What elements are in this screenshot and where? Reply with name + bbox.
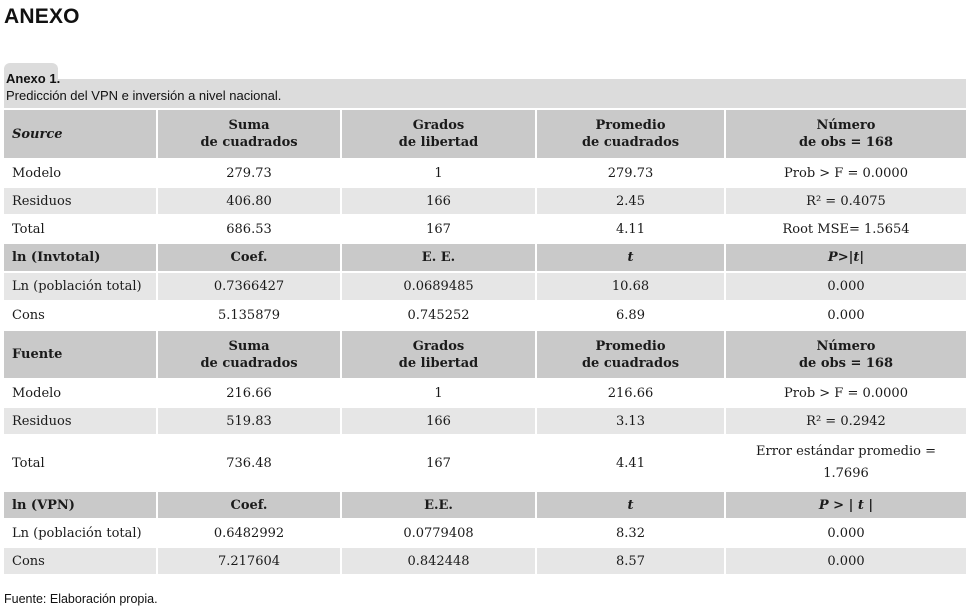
table-row <box>4 407 966 435</box>
table-cell: R² = 0.4075 <box>725 187 966 215</box>
header-cell: E. E. <box>341 243 536 272</box>
row-label: Total <box>4 215 157 243</box>
table-cell: 166 <box>341 187 536 215</box>
table-cell: 0.000 <box>725 272 966 301</box>
table-caption-subtitle: Predicción del VPN e inversión a nivel nacional. <box>6 88 282 103</box>
table-cell: 0.745252 <box>341 301 536 330</box>
row-label: Modelo <box>4 379 157 407</box>
row-label: Ln (población total) <box>4 272 157 301</box>
table-cell: 0.842448 <box>341 547 536 575</box>
table-row <box>4 301 966 330</box>
header-cell: Fuente <box>4 330 157 379</box>
header-cell: Número de obs = 168 <box>725 330 966 379</box>
table-cell: 279.73 <box>536 159 725 187</box>
table-cell: 8.57 <box>536 547 725 575</box>
header-cell: Suma de cuadrados <box>157 330 341 379</box>
coef2-header-row <box>4 491 966 519</box>
header-cell: Grados de libertad <box>341 330 536 379</box>
table-row <box>4 379 966 407</box>
table-cell: 166 <box>341 407 536 435</box>
table-cell: R² = 0.2942 <box>725 407 966 435</box>
table-cell: 1 <box>341 159 536 187</box>
table-cell: 167 <box>341 435 536 491</box>
table-row <box>4 159 966 187</box>
table-cell: 0.000 <box>725 519 966 547</box>
table-cell: Error estándar promedio = 1.7696 <box>725 435 966 491</box>
header-cell: Suma de cuadrados <box>157 110 341 159</box>
table-cell: 10.68 <box>536 272 725 301</box>
table-row <box>4 435 966 491</box>
table-cell: 2.45 <box>536 187 725 215</box>
header-cell: Source <box>4 110 157 159</box>
table-cell: 0.0689485 <box>341 272 536 301</box>
header-cell: Número de obs = 168 <box>725 110 966 159</box>
header-cell: P>|t| <box>725 243 966 272</box>
table-cell: 7.217604 <box>157 547 341 575</box>
table-caption-title: Anexo 1. <box>6 71 61 86</box>
table-cell: 5.135879 <box>157 301 341 330</box>
row-label: Ln (población total) <box>4 519 157 547</box>
table-cell: 216.66 <box>157 379 341 407</box>
table-cell: 4.11 <box>536 215 725 243</box>
row-label: Modelo <box>4 159 157 187</box>
anova1-header-row <box>4 110 966 159</box>
table-cell: 1 <box>341 379 536 407</box>
header-cell: Promedio de cuadrados <box>536 330 725 379</box>
table-cell: Root MSE= 1.5654 <box>725 215 966 243</box>
header-cell: Coef. <box>157 243 341 272</box>
page-heading: ANEXO <box>4 5 80 28</box>
table-cell: 0.0779408 <box>341 519 536 547</box>
header-cell: Promedio de cuadrados <box>536 110 725 159</box>
coef1-header-row <box>4 243 966 272</box>
table-cell: 0.000 <box>725 547 966 575</box>
table-cell: 216.66 <box>536 379 725 407</box>
row-label: Residuos <box>4 407 157 435</box>
header-cell: P > | t | <box>725 491 966 519</box>
table-cell: Prob > F = 0.0000 <box>725 159 966 187</box>
table-cell: 167 <box>341 215 536 243</box>
table-cell: 0.7366427 <box>157 272 341 301</box>
header-cell: t <box>536 491 725 519</box>
row-label: Residuos <box>4 187 157 215</box>
table-cell: 686.53 <box>157 215 341 243</box>
anova-regression-table <box>4 110 966 576</box>
row-label: Cons <box>4 547 157 575</box>
table-cell: 736.48 <box>157 435 341 491</box>
table-cell: 6.89 <box>536 301 725 330</box>
header-cell: ln (Invtotal) <box>4 243 157 272</box>
table-cell: 4.41 <box>536 435 725 491</box>
table-cell: 0.000 <box>725 301 966 330</box>
table-cell: 519.83 <box>157 407 341 435</box>
anova2-header-row <box>4 330 966 379</box>
table-row <box>4 187 966 215</box>
table-row <box>4 519 966 547</box>
table-row <box>4 272 966 301</box>
row-label: Total <box>4 435 157 491</box>
table-cell: 3.13 <box>536 407 725 435</box>
table-cell: 8.32 <box>536 519 725 547</box>
header-cell: Coef. <box>157 491 341 519</box>
source-note: Fuente: Elaboración propia. <box>4 592 158 606</box>
table-row <box>4 215 966 243</box>
table-row <box>4 547 966 575</box>
header-cell: ln (VPN) <box>4 491 157 519</box>
header-cell: Grados de libertad <box>341 110 536 159</box>
header-cell: E.E. <box>341 491 536 519</box>
table-cell: 406.80 <box>157 187 341 215</box>
table-cell: Prob > F = 0.0000 <box>725 379 966 407</box>
row-label: Cons <box>4 301 157 330</box>
table-cell: 0.6482992 <box>157 519 341 547</box>
header-cell: t <box>536 243 725 272</box>
table-cell: 279.73 <box>157 159 341 187</box>
